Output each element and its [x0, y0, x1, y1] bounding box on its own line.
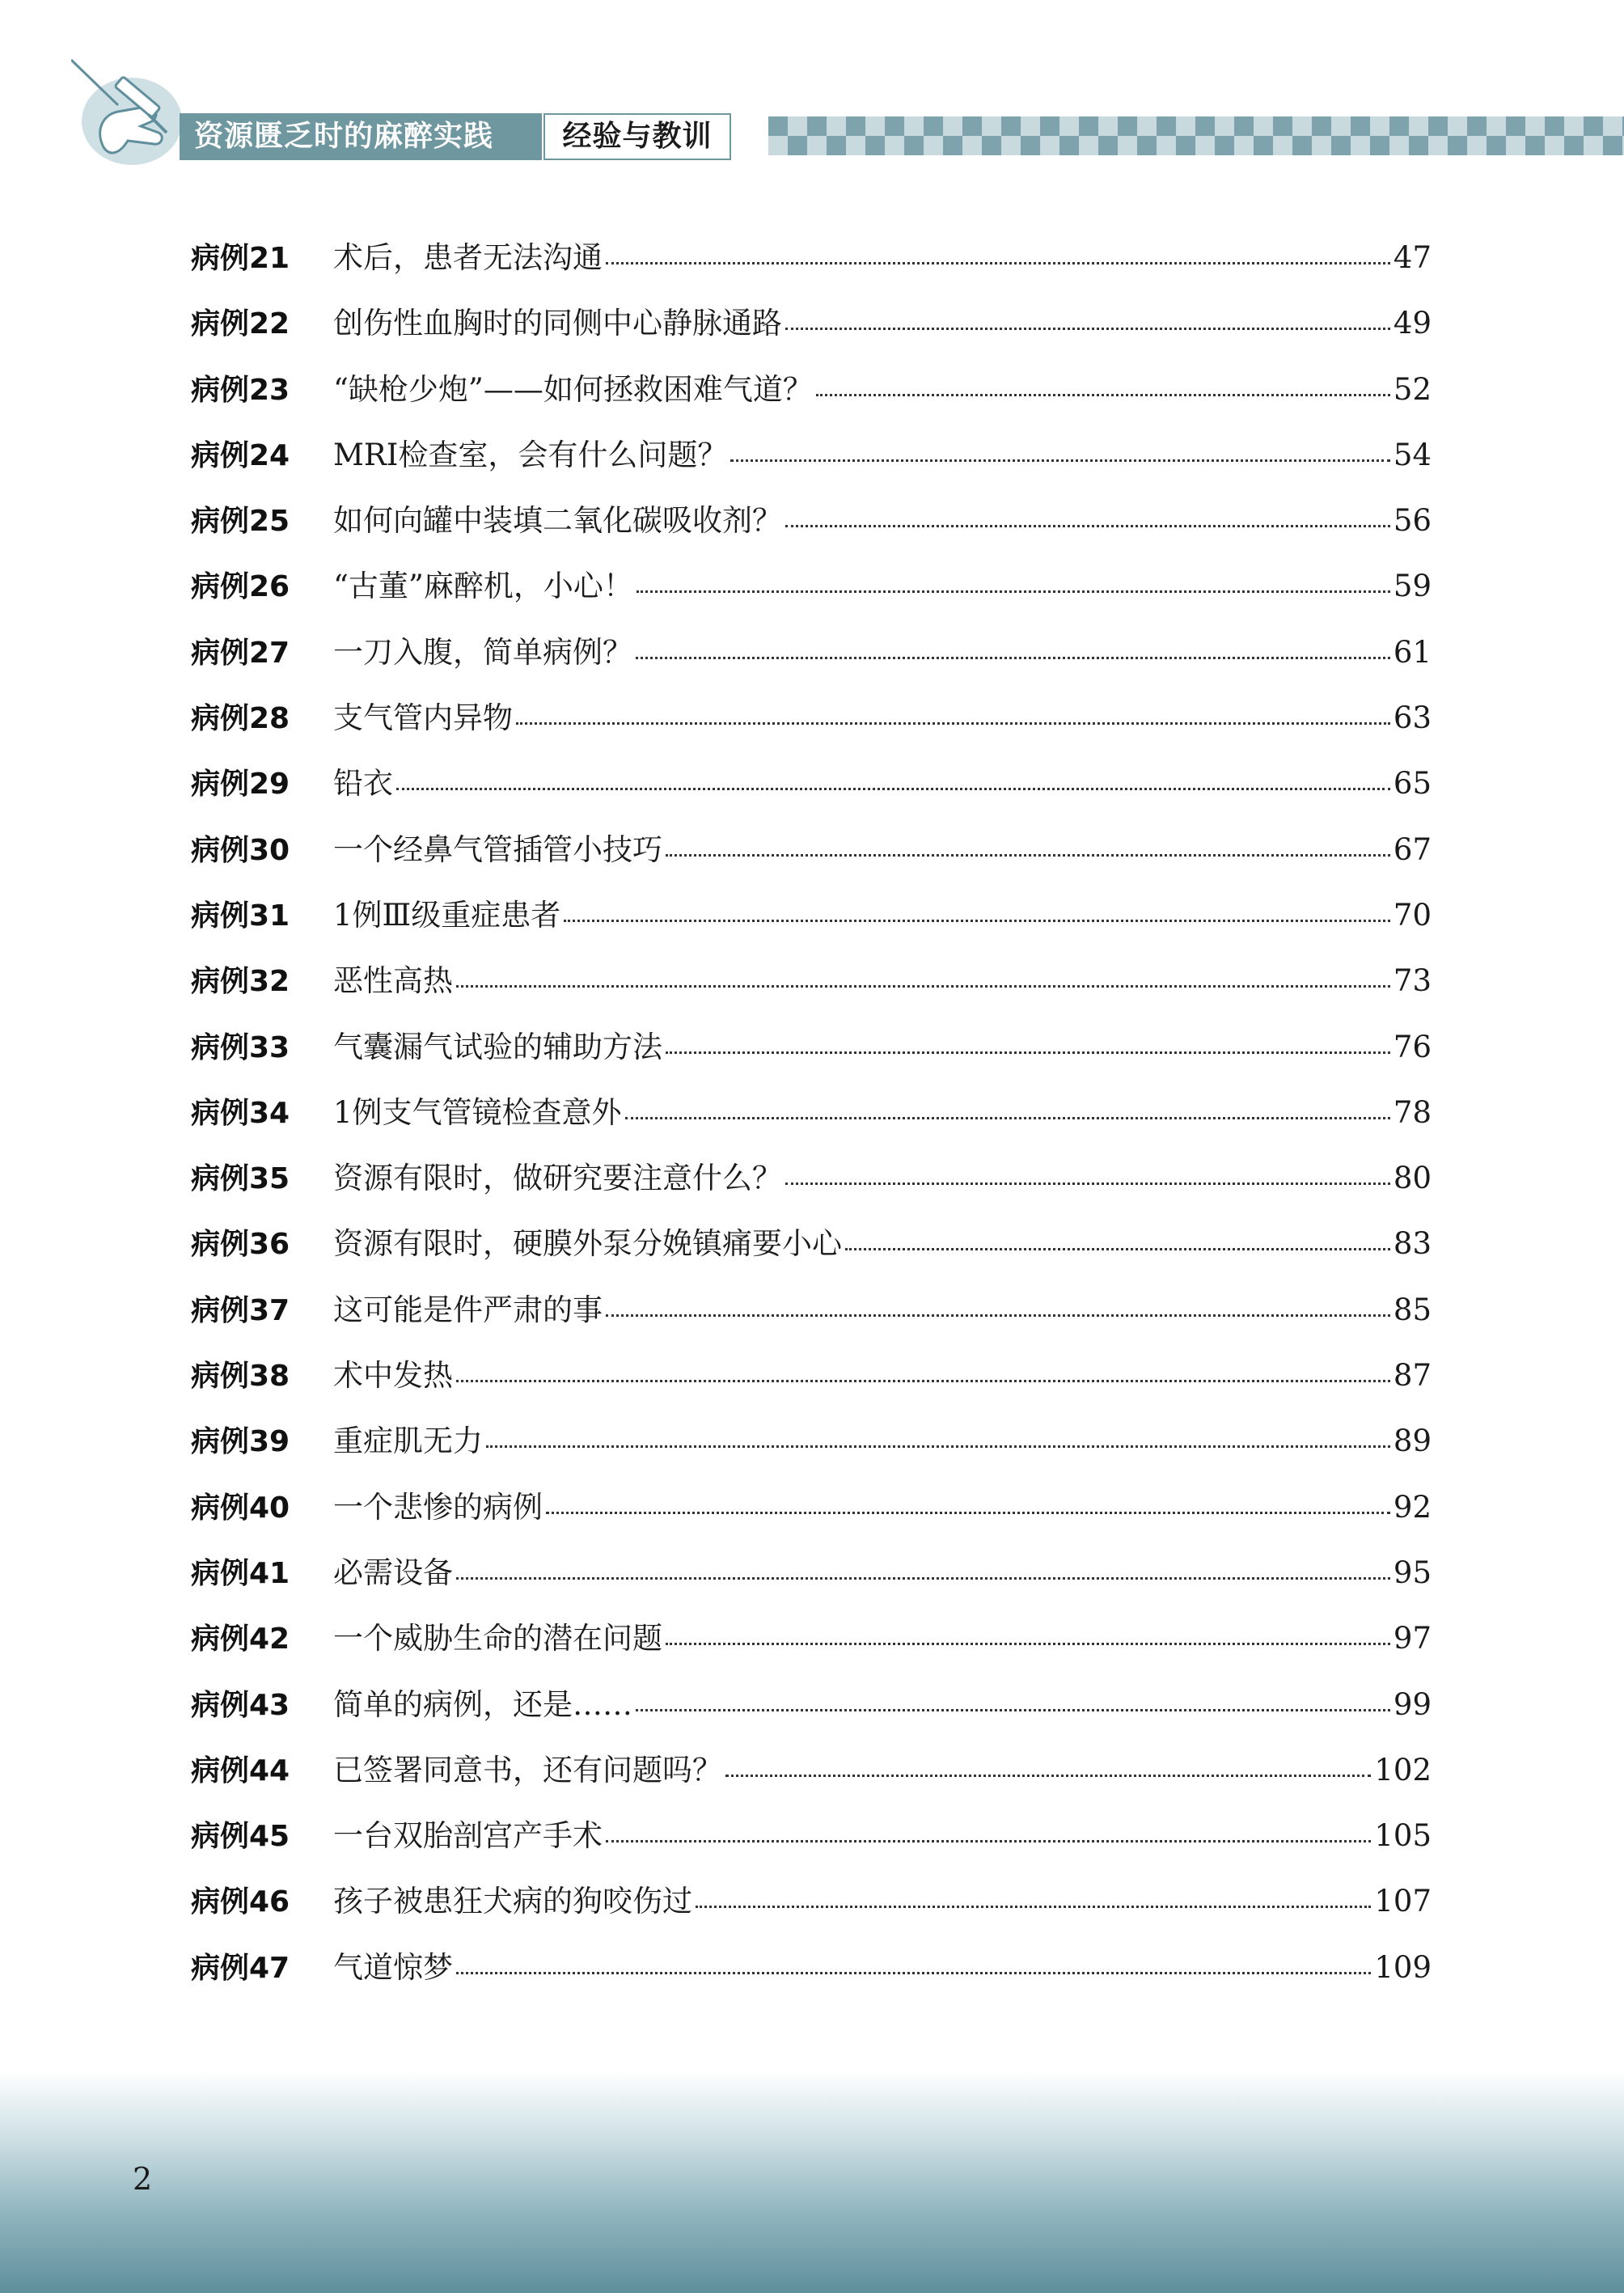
- entry-page-number: 70: [1393, 897, 1432, 933]
- dot-leader: [546, 1508, 1390, 1514]
- entry-page-number: 107: [1374, 1884, 1432, 1919]
- entry-page-number: 54: [1393, 437, 1432, 472]
- dot-leader: [456, 982, 1390, 988]
- dot-leader: [666, 851, 1390, 857]
- entry-title: 气囊漏气试验的辅助方法: [333, 1029, 662, 1064]
- entry-page-number: 83: [1393, 1226, 1432, 1262]
- toc-entry[interactable]: [191, 825, 1432, 891]
- entry-page-number: 73: [1393, 963, 1432, 999]
- entry-title: 简单的病例，还是……: [333, 1686, 632, 1722]
- case-number: 病例41: [191, 1556, 290, 1590]
- toc-entry[interactable]: [191, 496, 1432, 561]
- dot-leader: [625, 1114, 1390, 1119]
- case-number: 病例46: [191, 1885, 290, 1919]
- entry-title: 一个威胁生命的潜在问题: [333, 1621, 662, 1656]
- toc-entry[interactable]: [191, 693, 1432, 759]
- syringe-hand-icon: [71, 58, 192, 171]
- toc-entry[interactable]: [191, 759, 1432, 824]
- entry-title: 孩子被患狂犬病的狗咬伤过: [333, 1884, 692, 1919]
- entry-page-number: 80: [1393, 1161, 1432, 1196]
- case-number: 病例32: [191, 965, 290, 999]
- entry-page-number: 89: [1393, 1424, 1432, 1459]
- entry-page-number: 59: [1393, 569, 1432, 604]
- toc-entry[interactable]: [191, 1745, 1432, 1811]
- entry-page-number: 92: [1393, 1489, 1432, 1525]
- case-number: 病例28: [191, 702, 290, 736]
- toc-entry[interactable]: [191, 1811, 1432, 1876]
- entry-page-number: 78: [1393, 1094, 1432, 1130]
- entry-title: 一个经鼻气管插管小技巧: [333, 831, 662, 867]
- case-number: 病例35: [191, 1162, 290, 1196]
- toc-entry[interactable]: [191, 430, 1432, 496]
- dot-leader: [606, 1837, 1371, 1842]
- case-number: 病例45: [191, 1820, 290, 1854]
- entry-title: 1例Ⅲ级重症患者: [333, 897, 561, 933]
- entry-title: 术后，患者无法沟通: [333, 240, 603, 275]
- case-number: 病例37: [191, 1293, 290, 1327]
- case-number: 病例25: [191, 505, 290, 539]
- entry-page-number: 63: [1393, 700, 1432, 736]
- case-number: 病例27: [191, 636, 290, 670]
- toc-entry[interactable]: [191, 1351, 1432, 1416]
- dot-leader: [516, 719, 1390, 725]
- entry-title: 1例支气管镜检查意外: [333, 1094, 622, 1130]
- case-number: 病例31: [191, 899, 290, 933]
- toc-entry[interactable]: [191, 1022, 1432, 1088]
- entry-title: 重症肌无力: [333, 1424, 483, 1459]
- case-number: 病例42: [191, 1622, 290, 1656]
- case-number: 病例36: [191, 1228, 290, 1262]
- table-of-contents: [191, 233, 1432, 2008]
- entry-page-number: 109: [1374, 1949, 1432, 1985]
- entry-title: 资源有限时，做研究要注意什么？: [333, 1161, 782, 1196]
- toc-entry[interactable]: [191, 298, 1432, 364]
- entry-title: 必需设备: [333, 1555, 453, 1590]
- entry-title: 资源有限时，硬膜外泵分娩镇痛要小心: [333, 1226, 842, 1262]
- dot-leader: [606, 1311, 1390, 1317]
- toc-entry[interactable]: [191, 233, 1432, 298]
- dot-leader: [785, 324, 1390, 330]
- page-header: [0, 0, 1624, 186]
- case-number: 病例47: [191, 1951, 290, 1985]
- dot-leader: [696, 1902, 1371, 1908]
- dot-leader: [636, 587, 1390, 593]
- case-number: 病例24: [191, 438, 290, 472]
- entry-title: 创伤性血胸时的同侧中心静脉通路: [333, 306, 782, 341]
- entry-title: 一台双胎剖宫产手术: [333, 1818, 603, 1854]
- entry-page-number: 49: [1393, 306, 1432, 341]
- case-number: 病例38: [191, 1360, 290, 1394]
- toc-entry[interactable]: [191, 628, 1432, 693]
- entry-title: 已签署同意书，还有问题吗？: [333, 1752, 722, 1787]
- entry-title: 术中发热: [333, 1358, 453, 1394]
- dot-leader: [396, 785, 1390, 790]
- toc-entry[interactable]: [191, 1614, 1432, 1679]
- book-subtitle: 经验与教训: [543, 113, 731, 160]
- entry-title: “缺枪少炮”——如何拯救困难气道？: [333, 371, 813, 407]
- toc-entry[interactable]: [191, 956, 1432, 1022]
- toc-entry[interactable]: [191, 1680, 1432, 1745]
- case-number: 病例23: [191, 373, 290, 407]
- entry-page-number: 102: [1374, 1752, 1432, 1787]
- toc-entry[interactable]: [191, 365, 1432, 430]
- entry-page-number: 61: [1393, 634, 1432, 670]
- dot-leader: [730, 456, 1390, 462]
- entry-page-number: 85: [1393, 1292, 1432, 1327]
- entry-title: 气道惊梦: [333, 1949, 453, 1985]
- entry-page-number: 95: [1393, 1555, 1432, 1590]
- entry-title: 铅衣: [333, 766, 393, 802]
- case-number: 病例33: [191, 1030, 290, 1064]
- case-number: 病例26: [191, 570, 290, 604]
- entry-title: 一刀入腹，简单病例？: [333, 634, 632, 670]
- toc-entry[interactable]: [191, 1943, 1432, 2008]
- entry-page-number: 87: [1393, 1358, 1432, 1394]
- dot-leader: [816, 391, 1390, 396]
- footer-band: [0, 2071, 1624, 2293]
- case-number: 病例21: [191, 242, 290, 275]
- case-number: 病例43: [191, 1688, 290, 1722]
- entry-title: 如何向罐中装填二氧化碳吸收剂？: [333, 503, 782, 539]
- case-number: 病例44: [191, 1754, 290, 1787]
- case-number: 病例39: [191, 1425, 290, 1459]
- dot-leader: [456, 1574, 1390, 1580]
- toc-entry[interactable]: [191, 1876, 1432, 1942]
- case-number: 病例34: [191, 1096, 290, 1130]
- dot-leader: [564, 916, 1390, 922]
- entry-page-number: 65: [1393, 766, 1432, 802]
- toc-entry[interactable]: [191, 1219, 1432, 1284]
- entry-page-number: 56: [1393, 503, 1432, 539]
- case-number: 病例30: [191, 833, 290, 867]
- dot-leader: [725, 1771, 1371, 1777]
- dot-leader: [785, 522, 1390, 527]
- entry-title: MRI检查室，会有什么问题？: [333, 437, 728, 472]
- entry-title: 这可能是件严肃的事: [333, 1292, 603, 1327]
- dot-leader: [785, 1179, 1390, 1185]
- book-title: 资源匮乏时的麻醉实践: [180, 113, 542, 160]
- entry-title: 一个悲惨的病例: [333, 1489, 543, 1525]
- entry-page-number: 99: [1393, 1686, 1432, 1722]
- dot-leader: [456, 1969, 1371, 1974]
- entry-title: 支气管内异物: [333, 700, 513, 736]
- case-number: 病例29: [191, 768, 290, 802]
- page-number: 2: [133, 2161, 153, 2197]
- toc-entry[interactable]: [191, 561, 1432, 627]
- toc-entry[interactable]: [191, 1548, 1432, 1614]
- dot-leader: [606, 259, 1390, 264]
- toc-entry[interactable]: [191, 1153, 1432, 1219]
- checkered-band: [768, 116, 1624, 155]
- toc-entry[interactable]: [191, 1088, 1432, 1153]
- case-number: 病例22: [191, 307, 290, 341]
- dot-leader: [636, 654, 1390, 659]
- case-number: 病例40: [191, 1491, 290, 1525]
- toc-entry[interactable]: [191, 1416, 1432, 1482]
- entry-page-number: 67: [1393, 831, 1432, 867]
- toc-entry[interactable]: [191, 1285, 1432, 1351]
- dot-leader: [486, 1442, 1390, 1448]
- dot-leader: [456, 1377, 1390, 1382]
- entry-page-number: 76: [1393, 1029, 1432, 1064]
- entry-title: 恶性高热: [333, 963, 453, 999]
- dot-leader: [666, 1048, 1390, 1054]
- dot-leader: [845, 1245, 1390, 1250]
- toc-entry[interactable]: [191, 891, 1432, 956]
- entry-page-number: 47: [1393, 240, 1432, 275]
- entry-page-number: 52: [1393, 371, 1432, 407]
- entry-page-number: 105: [1374, 1818, 1432, 1854]
- entry-page-number: 97: [1393, 1621, 1432, 1656]
- entry-title: “古董”麻醉机，小心！: [333, 569, 633, 604]
- dot-leader: [666, 1639, 1390, 1645]
- dot-leader: [636, 1706, 1390, 1711]
- toc-entry[interactable]: [191, 1483, 1432, 1548]
